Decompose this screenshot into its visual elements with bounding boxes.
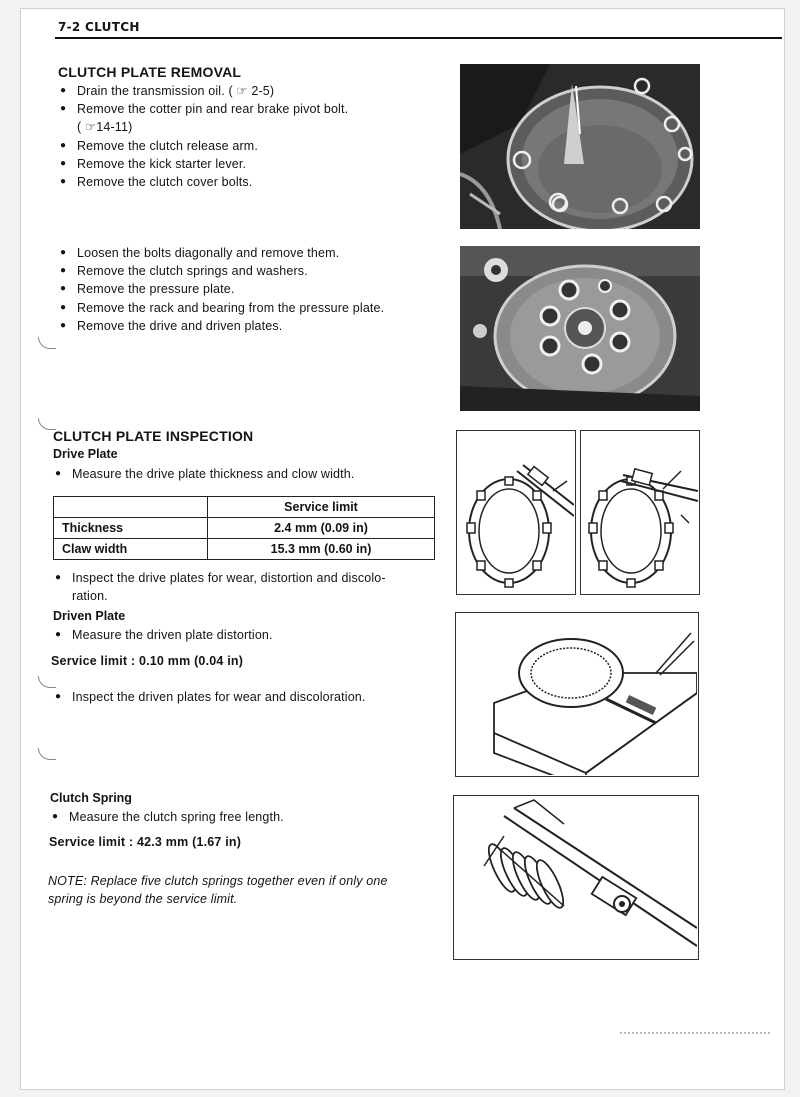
claw-width-figure bbox=[580, 430, 700, 595]
header-rule bbox=[55, 37, 782, 39]
removal-title: CLUTCH PLATE REMOVAL bbox=[58, 64, 242, 80]
list-item: ● Remove the clutch release arm. bbox=[58, 137, 418, 155]
drive-plate-list bbox=[53, 465, 433, 483]
row-label: Thickness bbox=[54, 518, 208, 539]
list-item: ● Measure the clutch spring free length. bbox=[50, 808, 430, 826]
list-item: ● Remove the cotter pin and rear brake pivot bolt. ( ☞14-11) bbox=[58, 100, 418, 136]
list-item: ● Remove the drive and driven plates. bbox=[58, 317, 448, 335]
clutch-spring-service-limit: Service limit : 42.3 mm (1.67 in) bbox=[49, 835, 242, 849]
driven-plate-distortion-figure bbox=[455, 612, 699, 777]
list-item: ● Measure the drive plate thickness and clow width. bbox=[53, 465, 433, 483]
list-item: ● Remove the kick starter lever. bbox=[58, 155, 418, 173]
driven-plate-service-limit: Service limit : 0.10 mm (0.04 in) bbox=[51, 654, 244, 668]
row-label: Claw width bbox=[54, 539, 208, 560]
list-item: ● Remove the clutch cover bolts. bbox=[58, 173, 418, 191]
table-row bbox=[54, 518, 435, 539]
driven-plate-title: Driven Plate bbox=[53, 609, 126, 623]
driven-plate-list bbox=[53, 626, 433, 644]
drive-plate-list-2 bbox=[53, 569, 443, 605]
page-header-title: 7-2 CLUTCH bbox=[58, 20, 140, 34]
reference-text: ( ☞14-11) bbox=[77, 120, 133, 135]
note-text: NOTE: Replace five clutch springs together even if only one spring is beyond the service limit. bbox=[48, 874, 388, 906]
clutch-spring-list bbox=[50, 808, 430, 826]
list-item: ● Remove the rack and bearing from the pressure plate. bbox=[58, 299, 448, 317]
table-corner-cell bbox=[54, 497, 208, 518]
service-limit-header: Service limit bbox=[208, 497, 435, 518]
inspection-title: CLUTCH PLATE INSPECTION bbox=[53, 428, 254, 444]
scan-artifact bbox=[620, 1032, 770, 1034]
spring-free-length-figure bbox=[453, 795, 699, 960]
removal-steps-list-2 bbox=[58, 244, 448, 335]
row-value: 15.3 mm (0.60 in) bbox=[208, 539, 435, 560]
list-item: ● Remove the pressure plate. bbox=[58, 280, 448, 298]
service-limit-table bbox=[53, 496, 435, 560]
list-item: ● Measure the driven plate distortion. bbox=[53, 626, 433, 644]
drive-plate-title: Drive Plate bbox=[53, 447, 118, 461]
row-value: 2.4 mm (0.09 in) bbox=[208, 518, 435, 539]
table-header-row bbox=[54, 497, 435, 518]
drive-plate-thickness-figure bbox=[456, 430, 576, 595]
list-item: ● Inspect the driven plates for wear and discoloration. bbox=[53, 688, 443, 706]
driven-plate-list-2 bbox=[53, 688, 443, 706]
list-item: ● Inspect the drive plates for wear, distortion and discolo- ration. bbox=[53, 569, 443, 605]
list-item: ● Remove the clutch springs and washers. bbox=[58, 262, 448, 280]
list-item: ● Loosen the bolts diagonally and remove them. bbox=[58, 244, 448, 262]
removal-steps-list bbox=[58, 82, 418, 191]
table-row bbox=[54, 539, 435, 560]
list-item: ● Drain the transmission oil. ( ☞ 2-5) bbox=[58, 82, 418, 100]
clutch-spring-title: Clutch Spring bbox=[50, 791, 132, 805]
pressure-plate-photo bbox=[460, 246, 700, 411]
clutch-cover-photo bbox=[460, 64, 700, 229]
